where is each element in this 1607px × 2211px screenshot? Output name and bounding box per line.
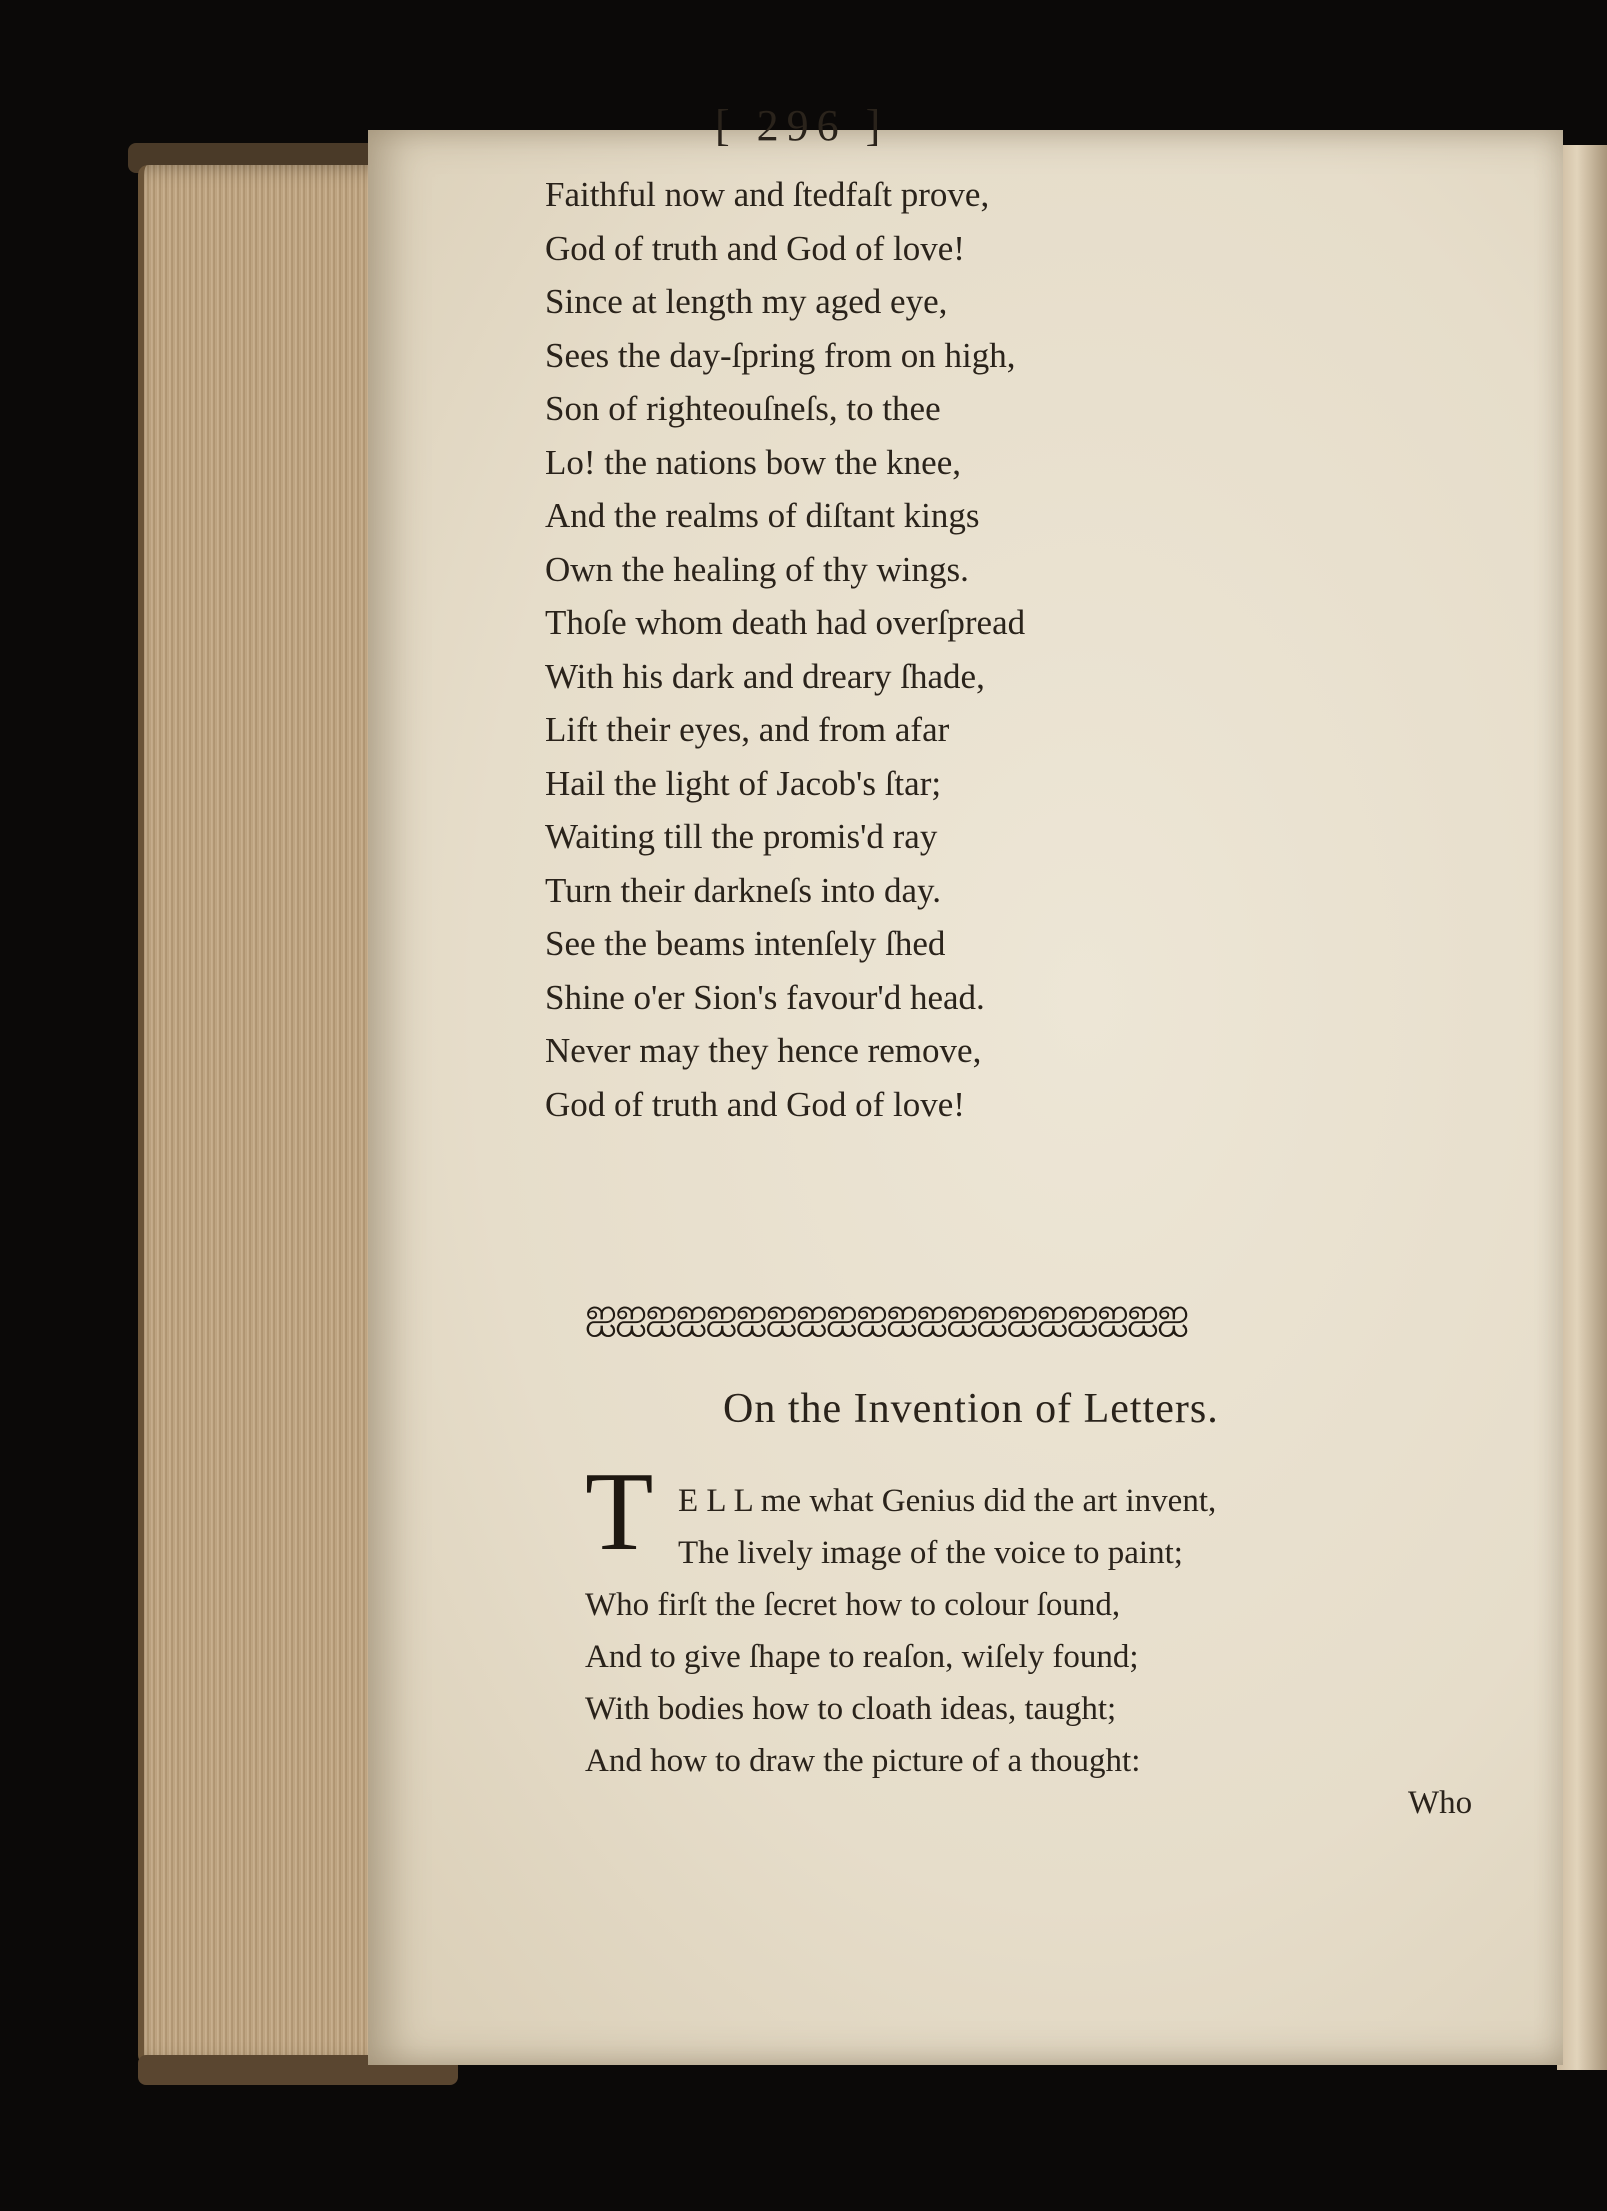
decorative-ornament-rule: ஐஐஐஐஐஐஐஐஐஐஐஐஐஐஐஐஐஐஐஐ <box>585 1290 1188 1336</box>
poem-line: Lift their eyes, and from afar <box>545 710 950 749</box>
verse-line: And how to draw the picture of a thought: <box>585 1743 1141 1779</box>
drop-cap: T <box>585 1450 654 1574</box>
poem-line: Hail the light of Jacob's ſtar; <box>545 763 942 803</box>
poem-line: And the realms of diſtant kings <box>545 496 980 535</box>
poem-line: Waiting till the promis'd ray <box>545 817 938 856</box>
poem-line: See the beams intenſely ſhed <box>545 924 946 963</box>
poem-line: God of truth and God of love! <box>545 1084 965 1124</box>
verse-line: And to give ſhape to reaſon, wiſely found; <box>585 1639 1139 1675</box>
poem-line: Sees the day-ſpring from on high, <box>545 335 1016 375</box>
verse-stanza <box>585 1475 1485 1787</box>
poem-line: God of truth and God of love! <box>545 228 965 268</box>
poem-line: Thoſe whom death had overſpread <box>545 603 1026 642</box>
poem-line: Turn their darkneſs into day. <box>545 870 941 910</box>
poem-line: Son of righteouſneſs, to thee <box>545 389 941 428</box>
verse-line: With bodies how to cloath ideas, taught; <box>585 1691 1117 1727</box>
facing-page-edge <box>1557 145 1607 2070</box>
poem-line: Faithful now and ſtedfaſt prove, <box>545 175 990 214</box>
poem-stanza <box>545 168 1265 1131</box>
page-number: [ 296 ] <box>715 101 889 150</box>
verse-line: The lively image of the voice to paint; <box>678 1535 1183 1571</box>
poem-line: Lo! the nations bow the knee, <box>545 442 962 482</box>
poem-line: With his dark and dreary ſhade, <box>545 656 985 696</box>
poem-line: Never may they hence remove, <box>545 1031 982 1070</box>
poem-line: Since at length my aged eye, <box>545 282 948 321</box>
poem-line: Shine o'er Sion's favour'd head. <box>545 977 985 1017</box>
verse-line: E L L me what Genius did the art invent, <box>678 1483 1217 1519</box>
poem-line: Own the healing of thy wings. <box>545 549 969 589</box>
show-through-text <box>1380 280 1480 1180</box>
catchword: Who <box>1408 1785 1473 1821</box>
verse-line: Who firſt the ſecret how to colour ſound, <box>585 1587 1121 1623</box>
section-title: On the Invention of Letters. <box>723 1386 1219 1432</box>
